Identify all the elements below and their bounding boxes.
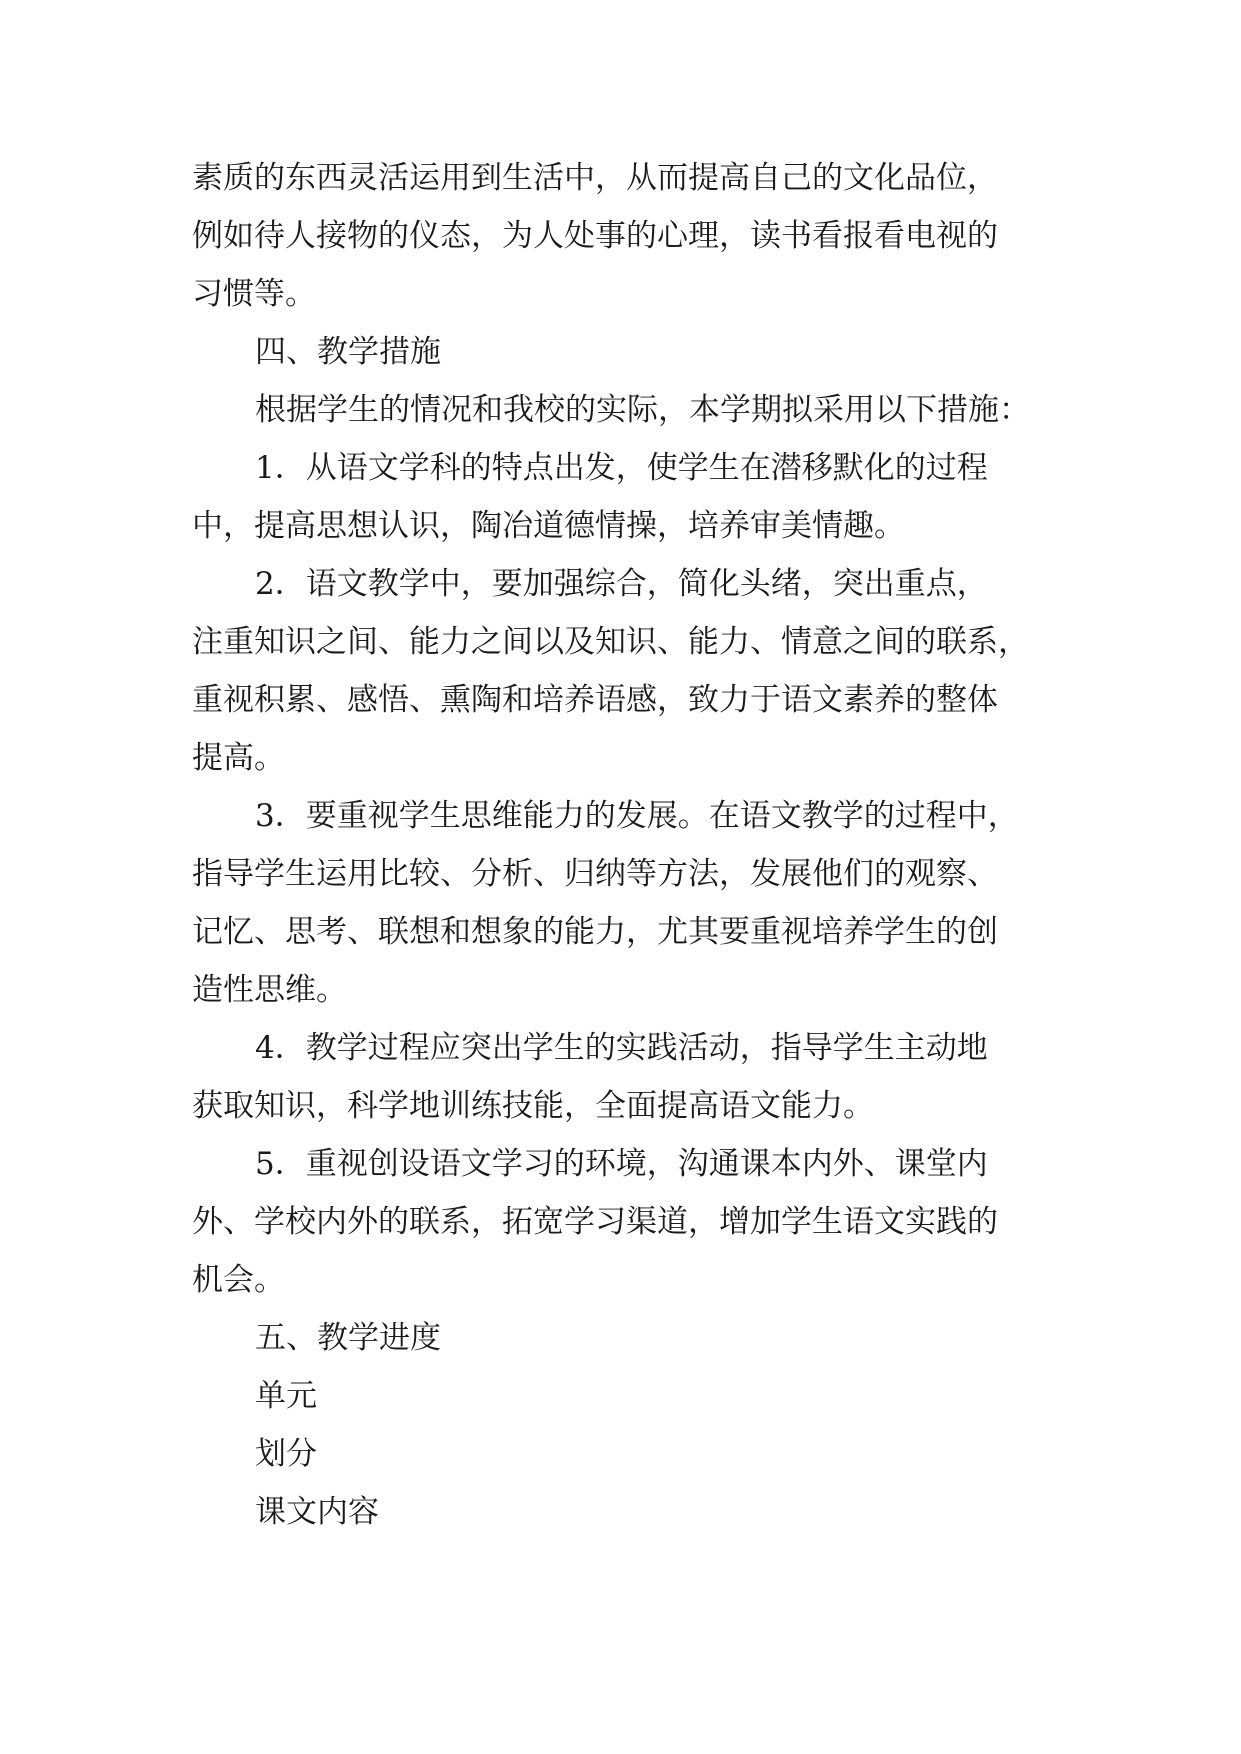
list-item: 1．从语文学科的特点出发，使学生在潜移默化的过程 (255, 450, 988, 486)
table-label: 划分 (255, 1436, 317, 1472)
paragraph-line: 根据学生的情况和我校的实际，本学期拟采用以下措施： (255, 392, 1030, 428)
paragraph-line: 获取知识，科学地训练技能，全面提高语文能力。 (192, 1088, 874, 1124)
paragraph-line: 机会。 (192, 1262, 285, 1298)
section-heading: 四、教学措施 (255, 334, 441, 370)
table-label: 单元 (255, 1378, 317, 1414)
list-item: 5．重视创设语文学习的环境，沟通课本内外、课堂内 (255, 1146, 988, 1182)
paragraph-line: 例如待人接物的仪态，为人处事的心理，读书看报看电视的 (192, 218, 998, 254)
list-item: 3．要重视学生思维能力的发展。在语文教学的过程中， (255, 798, 1019, 834)
paragraph-line: 注重知识之间、能力之间以及知识、能力、情意之间的联系， (192, 624, 1029, 660)
paragraph-line: 造性思维。 (192, 972, 347, 1008)
list-item: 2．语文教学中，要加强综合，简化头绪，突出重点， (255, 566, 988, 602)
paragraph-line: 中，提高思想认识，陶冶道德情操，培养审美情趣。 (192, 508, 905, 544)
paragraph-line: 习惯等。 (192, 276, 316, 312)
paragraph-line: 素质的东西灵活运用到生活中，从而提高自己的文化品位， (192, 160, 998, 196)
table-label: 课文内容 (255, 1494, 379, 1530)
list-item: 4．教学过程应突出学生的实践活动，指导学生主动地 (255, 1030, 988, 1066)
paragraph-line: 指导学生运用比较、分析、归纳等方法，发展他们的观察、 (192, 856, 998, 892)
paragraph-line: 提高。 (192, 740, 285, 776)
section-heading: 五、教学进度 (255, 1320, 441, 1356)
paragraph-line: 重视积累、感悟、熏陶和培养语感，致力于语文素养的整体 (192, 682, 998, 718)
paragraph-line: 外、学校内外的联系，拓宽学习渠道，增加学生语文实践的 (192, 1204, 998, 1240)
paragraph-line: 记忆、思考、联想和想象的能力，尤其要重视培养学生的创 (192, 914, 998, 950)
